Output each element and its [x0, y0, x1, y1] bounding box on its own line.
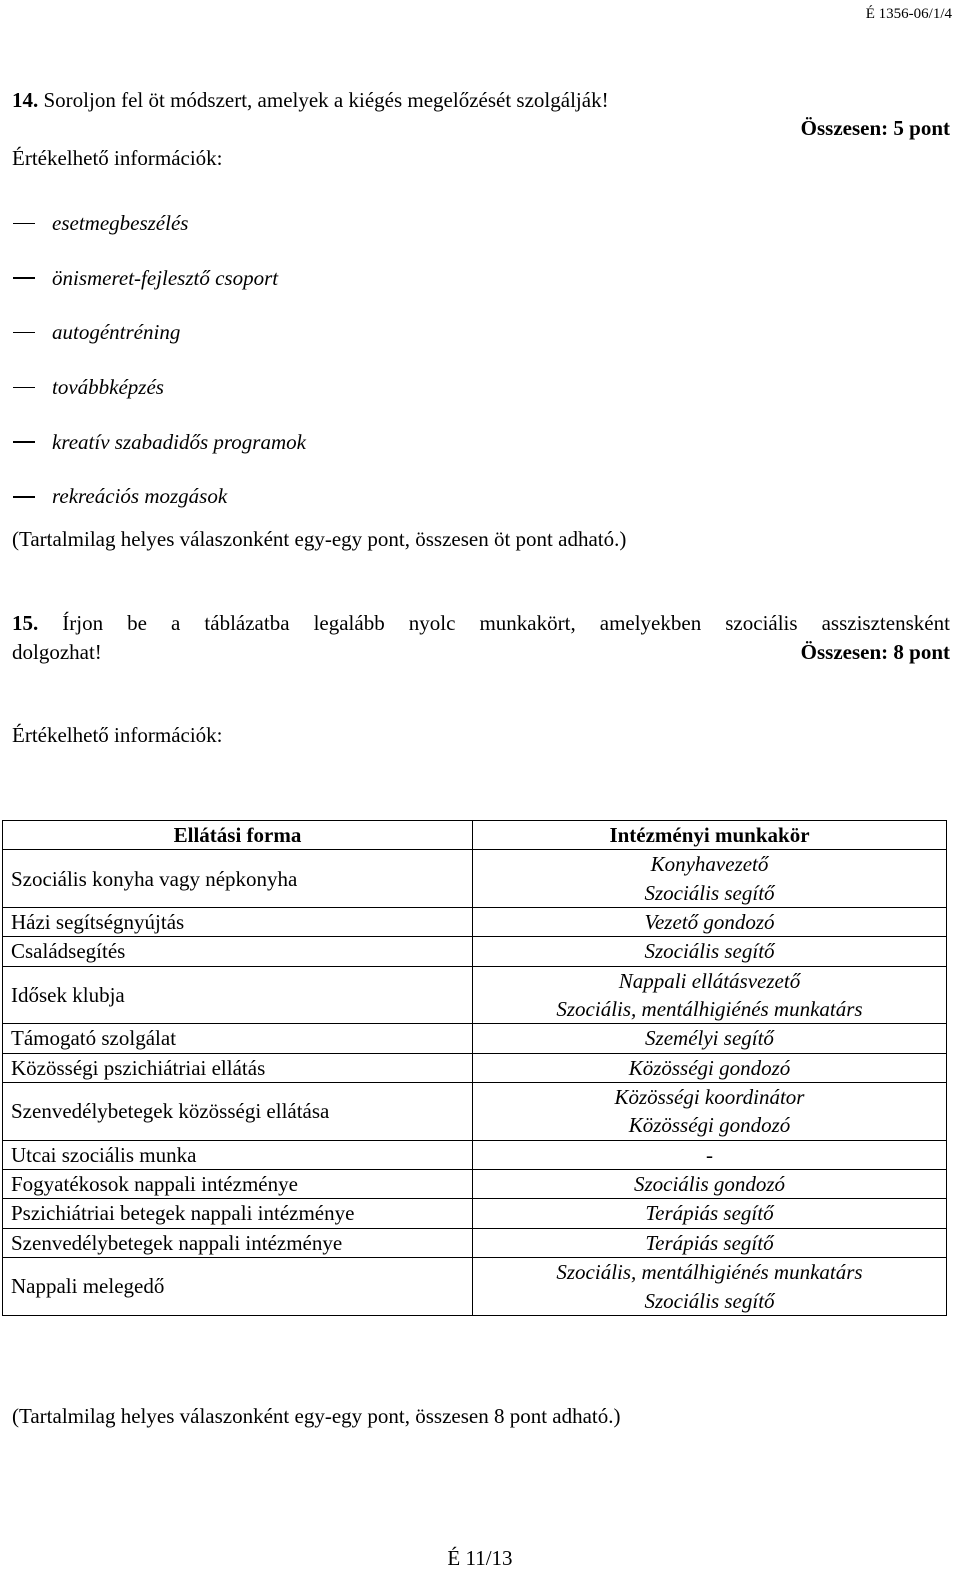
answer-text: rekreációs mozgások: [52, 484, 228, 509]
care-form-cell: Támogató szolgálat: [3, 1024, 473, 1053]
job-role: Személyi segítő: [645, 1026, 774, 1051]
table-row: [3, 1199, 947, 1228]
job-role: Nappali ellátásvezető: [618, 968, 801, 993]
table-header-row: [3, 821, 947, 850]
question-15-word: szociális: [725, 611, 798, 635]
care-form-cell: Szenvedélybetegek közösségi ellátása: [3, 1083, 473, 1141]
question-14-answer-list: [12, 196, 306, 524]
question-15-line-1: [12, 611, 950, 635]
answer-text: esetmegbeszélés: [52, 210, 189, 235]
care-form-cell: Családsegítés: [3, 937, 473, 966]
list-item: [12, 469, 306, 524]
list-item: [12, 196, 306, 251]
table-row: [3, 908, 947, 937]
dash-bullet: [13, 277, 35, 279]
job-role: Szociális, mentálhigiénés munkatárs: [556, 1260, 863, 1285]
page-number: É 11/13: [447, 1546, 513, 1570]
job-role-cell: [473, 937, 947, 966]
question-14-number: 14.: [12, 88, 39, 112]
question-15-word: munkakört,: [479, 611, 576, 635]
job-role-cell: [473, 1024, 947, 1053]
job-role: Közösségi gondozó: [628, 1113, 791, 1138]
question-15-word: be: [127, 611, 147, 635]
job-role: -: [706, 1142, 713, 1167]
care-form-cell: Házi segítségnyújtás: [3, 908, 473, 937]
answer-text: továbbképzés: [52, 374, 164, 399]
list-item: [12, 251, 306, 306]
table-row: [3, 850, 947, 908]
table-row: [3, 966, 947, 1024]
question-15-word: asszisztensként: [821, 611, 950, 635]
question-15-line-2: dolgozhat!: [12, 640, 102, 664]
job-role: Szociális gondozó: [633, 1172, 786, 1197]
dash-bullet: [13, 223, 35, 225]
question-14-total: Összesen: 5 pont: [800, 116, 950, 140]
dash-bullet: [13, 441, 35, 443]
table-row: [3, 1053, 947, 1082]
table-row: [3, 1140, 947, 1169]
care-form-cell: Szenvedélybetegek nappali intézménye: [3, 1228, 473, 1257]
question-15-word: táblázatba: [204, 611, 290, 635]
job-role: Szociális segítő: [644, 880, 775, 905]
dash-bullet: [13, 332, 35, 334]
list-item: [12, 305, 306, 360]
job-role: Szociális segítő: [644, 939, 775, 964]
job-role-cell: [473, 966, 947, 1024]
job-role-cell: [473, 850, 947, 908]
answer-text: autogéntréning: [52, 320, 181, 345]
question-14-text: Soroljon fel öt módszert, amelyek a kiégés megelőzését szolgálják!: [43, 88, 609, 112]
job-role-cell: [473, 1140, 947, 1169]
job-role: Terápiás segítő: [645, 1230, 774, 1255]
question-15-total: Összesen: 8 pont: [800, 640, 950, 664]
question-14: [12, 88, 609, 112]
table-row: [3, 1228, 947, 1257]
question-15-info-heading: Értékelhető információk:: [12, 723, 223, 747]
careers-table: [2, 820, 947, 1316]
table-row: [3, 1024, 947, 1053]
question-14-scoring-note: (Tartalmilag helyes válaszonként egy-egy pont, összesen öt pont adható.): [12, 527, 627, 551]
care-form-cell: Fogyatékosok nappali intézménye: [3, 1170, 473, 1199]
answer-text: kreatív szabadidős programok: [52, 429, 306, 454]
care-form-cell: Idősek klubja: [3, 966, 473, 1024]
job-role: Szociális segítő: [644, 1288, 775, 1313]
answer-text: önismeret-fejlesztő csoport: [52, 265, 279, 290]
job-role: Közösségi gondozó: [628, 1055, 791, 1080]
job-role: Közösségi koordinátor: [614, 1085, 805, 1110]
list-item: [12, 415, 306, 470]
question-15-scoring-note: (Tartalmilag helyes válaszonként egy-egy pont, összesen 8 pont adható.): [12, 1404, 621, 1428]
question-15-word: legalább: [313, 611, 385, 635]
table-row: [3, 937, 947, 966]
job-role-cell: [473, 908, 947, 937]
question-15-number: 15.: [12, 611, 39, 635]
column-header-job-role: Intézményi munkakör: [473, 821, 947, 850]
table-row: [3, 1083, 947, 1141]
job-role-cell: [473, 1083, 947, 1141]
question-14-info-heading: Értékelhető információk:: [12, 146, 223, 170]
care-form-cell: Nappali melegedő: [3, 1258, 473, 1316]
dash-bullet: [13, 496, 35, 498]
document-code: É 1356-06/1/4: [865, 6, 952, 22]
job-role-cell: [473, 1053, 947, 1082]
job-role: Szociális, mentálhigiénés munkatárs: [556, 997, 863, 1022]
table-row: [3, 1258, 947, 1316]
question-15-word: a: [171, 611, 181, 635]
job-role-cell: [473, 1258, 947, 1316]
job-role: Terápiás segítő: [645, 1201, 774, 1226]
job-role: Konyhavezető: [650, 852, 769, 877]
care-form-cell: Pszichiátriai betegek nappali intézménye: [3, 1199, 473, 1228]
care-form-cell: Közösségi pszichiátriai ellátás: [3, 1053, 473, 1082]
dash-bullet: [13, 387, 35, 389]
column-header-care-form: Ellátási forma: [3, 821, 473, 850]
question-15-word: nyolc: [408, 611, 456, 635]
care-form-cell: Szociális konyha vagy népkonyha: [3, 850, 473, 908]
job-role-cell: [473, 1199, 947, 1228]
care-form-cell: Utcai szociális munka: [3, 1140, 473, 1169]
job-role: Vezető gondozó: [644, 910, 775, 935]
job-role-cell: [473, 1228, 947, 1257]
table-row: [3, 1170, 947, 1199]
question-15-word: amelyekben: [599, 611, 702, 635]
list-item: [12, 360, 306, 415]
job-role-cell: [473, 1170, 947, 1199]
question-15-word: Írjon: [62, 611, 104, 635]
